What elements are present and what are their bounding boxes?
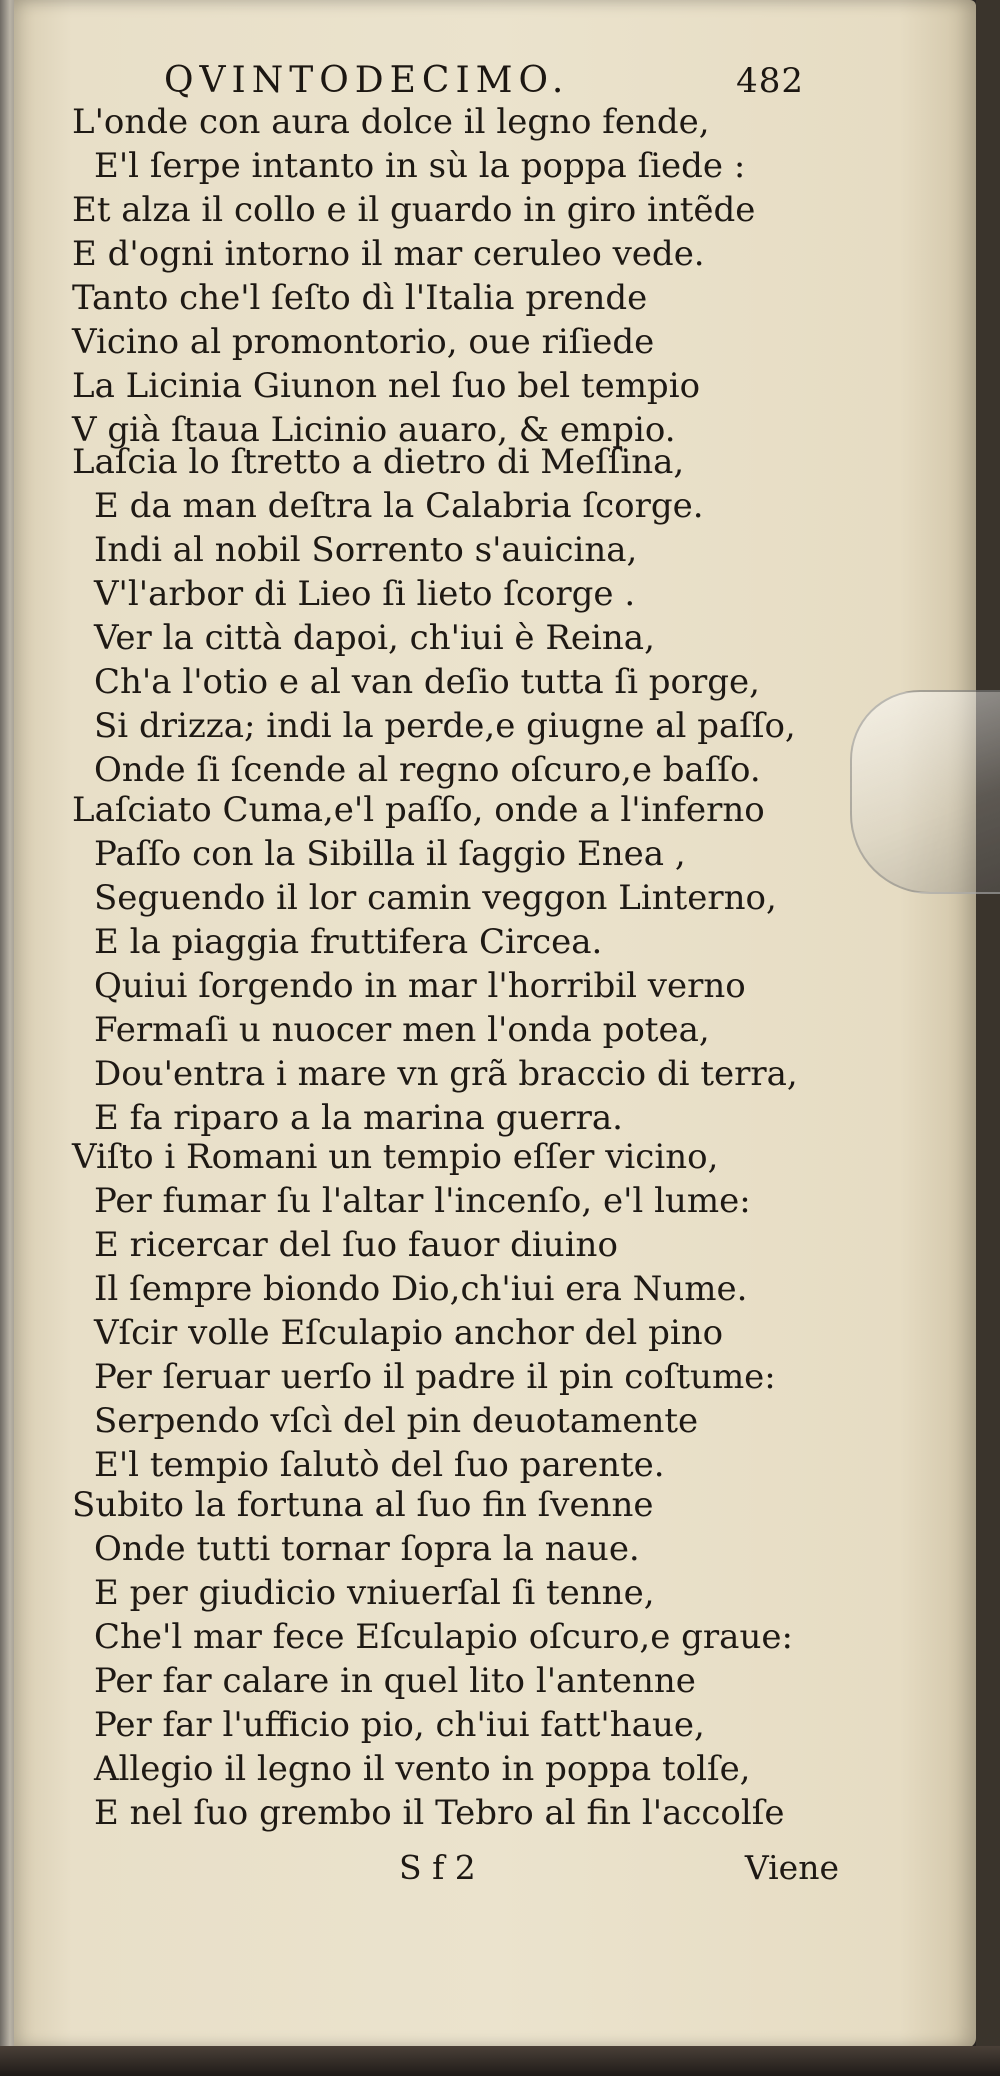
stanza-1: [72, 100, 852, 452]
verse-line: Serpendo vſcì del pin deuotamente: [94, 1401, 699, 1441]
verse-line: Viſto i Romani un tempio eſſer vicino,: [72, 1137, 719, 1177]
signature-mark: S f 2: [399, 1848, 476, 1887]
verse-line: Onde tutti tornar ſopra la naue.: [94, 1529, 640, 1569]
verse-line: E ricercar del ſuo fauor diuino: [94, 1225, 618, 1265]
verse-line: E la piaggia fruttifera Circea.: [94, 922, 603, 962]
running-header: [164, 60, 804, 101]
catchword: Viene: [744, 1848, 839, 1887]
verse-line: Seguendo il lor camin veggon Linterno,: [94, 878, 777, 918]
verse-line: Ver la città dapoi, ch'iui è Reina,: [94, 618, 655, 658]
verse-line: Il ſempre biondo Dio,ch'iui era Nume.: [94, 1269, 748, 1309]
verse-line: Vicino al promontorio, oue riſiede: [72, 322, 655, 362]
verse-line: Vſcir volle Eſculapio anchor del pino: [94, 1313, 724, 1353]
verse-line: L'onde con aura dolce il legno fende,: [72, 102, 710, 142]
page-clip: [850, 690, 1000, 894]
book-page: [14, 0, 976, 2048]
verse-line: V'l'arbor di Lieo ſi lieto ſcorge .: [94, 574, 636, 614]
verse-line: Onde ſi ſcende al regno oſcuro,e baſſo.: [94, 750, 761, 790]
verse-line: V già ſtaua Licinio auaro, & empio.: [72, 410, 676, 450]
verse-line: Ch'a l'otio e al van deſio tutta ſi porge,: [94, 662, 760, 702]
verse-line: Per far calare in quel lito l'antenne: [94, 1661, 696, 1701]
verse-line: Quiui ſorgendo in mar l'horribil verno: [94, 966, 746, 1006]
verse-line: Si drizza; indi la perde,e giugne al paſſo,: [94, 706, 796, 746]
verse-line: Che'l mar fece Eſculapio oſcuro,e graue:: [94, 1617, 793, 1657]
verse-line: Per far l'ufficio pio, ch'iui fatt'haue,: [94, 1705, 705, 1745]
verse-line: Dou'entra i mare vn grã braccio di terra,: [94, 1054, 798, 1094]
page-number: 482: [736, 61, 804, 101]
verse-line: Per ſeruar uerſo il padre il pin coſtume:: [94, 1357, 776, 1397]
verse-line: E nel ſuo grembo il Tebro al fin l'accolſe: [94, 1793, 785, 1833]
stanza-3: [72, 788, 852, 1140]
stanza-5: [72, 1483, 852, 1835]
verse-line: Subito la fortuna al ſuo fin ſvenne: [72, 1485, 654, 1525]
stanza-4: [72, 1135, 852, 1487]
page-footer: [399, 1848, 839, 1887]
verse-line: Allegio il legno il vento in poppa tolſe,: [94, 1749, 751, 1789]
verse-line: E da man deſtra la Calabria ſcorge.: [94, 486, 704, 526]
stanza-2: [72, 440, 852, 792]
verse-line: Indi al nobil Sorrento s'auicina,: [94, 530, 638, 570]
verse-line: Tanto che'l ſeſto dì l'Italia prende: [72, 278, 648, 318]
verse-line: E fa riparo a la marina guerra.: [94, 1098, 623, 1138]
verse-line: Laſciato Cuma,e'l paſſo, onde a l'inferno: [72, 790, 765, 830]
verse-line: Paſſo con la Sibilla il ſaggio Enea ,: [94, 834, 686, 874]
verse-line: La Licinia Giunon nel ſuo bel tempio: [72, 366, 701, 406]
verse-line: E'l tempio ſalutò del ſuo parente.: [94, 1445, 665, 1485]
verse-line: E per giudicio vniuerſal ſi tenne,: [94, 1573, 655, 1613]
book-edge-shadow: [976, 0, 1000, 2076]
bottom-shadow: [0, 2046, 1000, 2076]
verse-line: Et alza il collo e il guardo in giro intẽde: [72, 190, 756, 230]
verse-line: Per fumar ſu l'altar l'incenſo, e'l lume:: [94, 1181, 751, 1221]
running-title: QVINTODECIMO.: [164, 60, 570, 101]
verse-line: E'l ſerpe intanto in sù la poppa ſiede :: [94, 146, 746, 186]
verse-line: E d'ogni intorno il mar ceruleo vede.: [72, 234, 705, 274]
verse-line: Laſcia lo ſtretto a dietro di Meſſina,: [72, 442, 685, 482]
verse-line: Fermaſi u nuocer men l'onda potea,: [94, 1010, 710, 1050]
